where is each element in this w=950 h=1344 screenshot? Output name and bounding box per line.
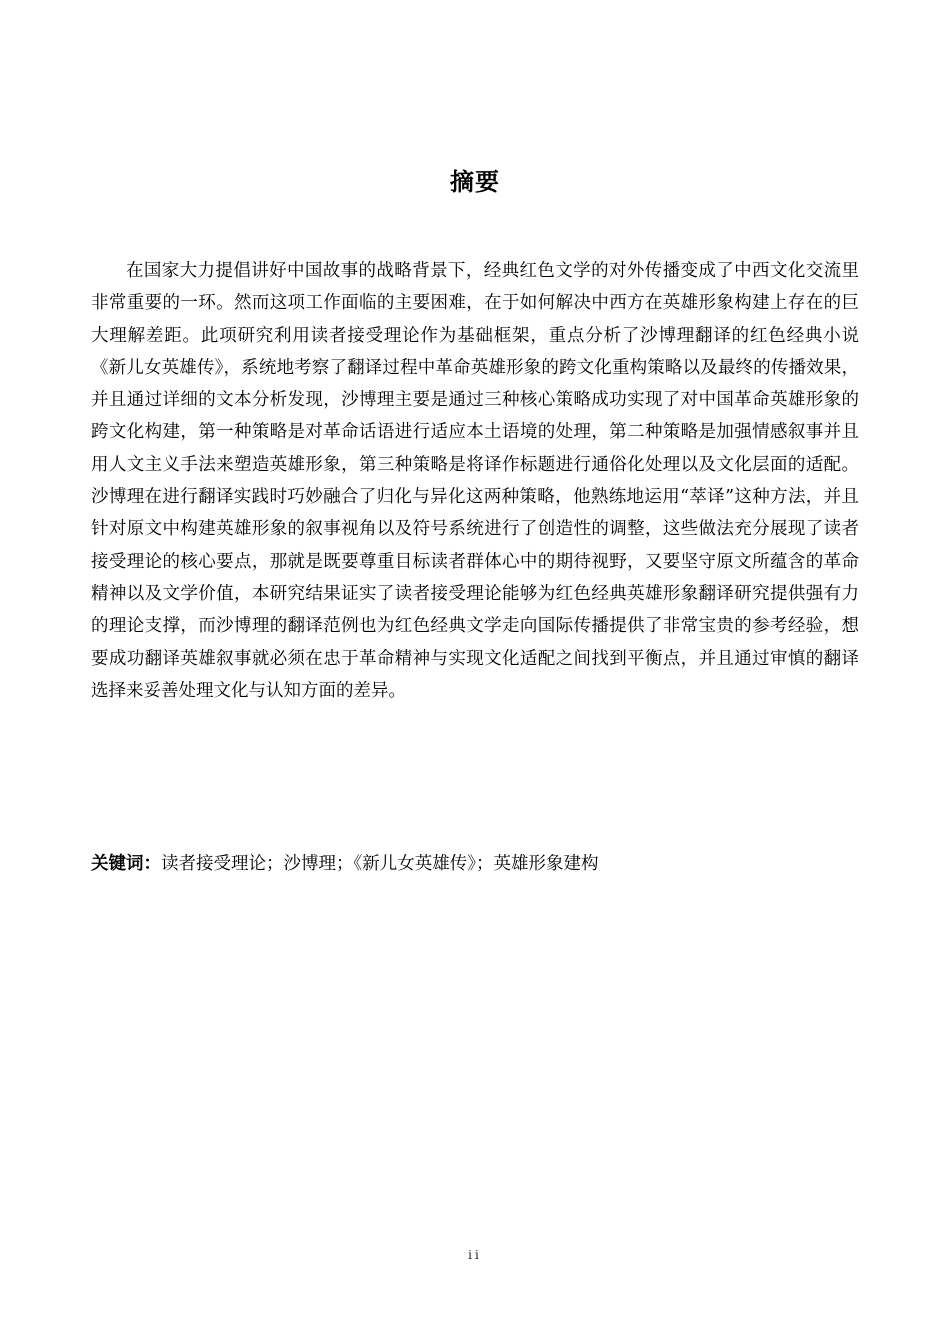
page-number: ii <box>468 1248 482 1262</box>
keywords-text: 读者接受理论；沙博理；《新儿女英雄传》；英雄形象建构 <box>161 854 599 874</box>
keywords-line <box>91 851 859 877</box>
keywords-label: 关键词： <box>91 854 161 874</box>
page-title: 摘要 <box>450 168 500 196</box>
abstract-paragraph: 在国家大力提倡讲好中国故事的战略背景下，经典红色文学的对外传播变成了中西文化交流里非常重要的一环。然而这项工作面临的主要困难，在于如何解决中西方在英雄形象构建上存在的巨大理解差距。此项研究利用读者接受理论作为基础框架，重点分析了沙博理翻译的红色经典小说《新儿女英雄传》，系统地考察了翻译过程中革命英雄形象的跨文化重构策略以及最终的传播效果，并且通过详细的文本分析发现，沙博理主要是通过三种核心策略成功实现了对中国革命英雄形象的跨文化构建，第一种策略是对革命话语进行适应本土语境的处理，第二种策略是加强情感叙事并且用人文主义手法来塑造英雄形象，第三种策略是将译作标题进行通俗化处理以及文化层面的适配。沙博理在进行翻译实践时巧妙融合了归化与异化这两种策略，他熟练地运用“萃译”这种方法，并且针对原文中构建英雄形象的叙事视角以及符号系统进行了创造性的调整，这些做法充分展现了读者接受理论的核心要点，那就是既要尊重目标读者群体心中的期待视野，又要坚守原文所蕴含的革命精神以及文学价值，本研究结果证实了读者接受理论能够为红色经典英雄形象翻译研究提供强有力的理论支撑，而沙博理的翻译范例也为红色经典文学走向国际传播提供了非常宝贵的参考经验，想要成功翻译英雄叙事就必须在忠于革命精神与实现文化适配之间找到平衡点，并且通过审慎的翻译选择来妥善处理文化与认知方面的差异。 <box>91 261 859 701</box>
